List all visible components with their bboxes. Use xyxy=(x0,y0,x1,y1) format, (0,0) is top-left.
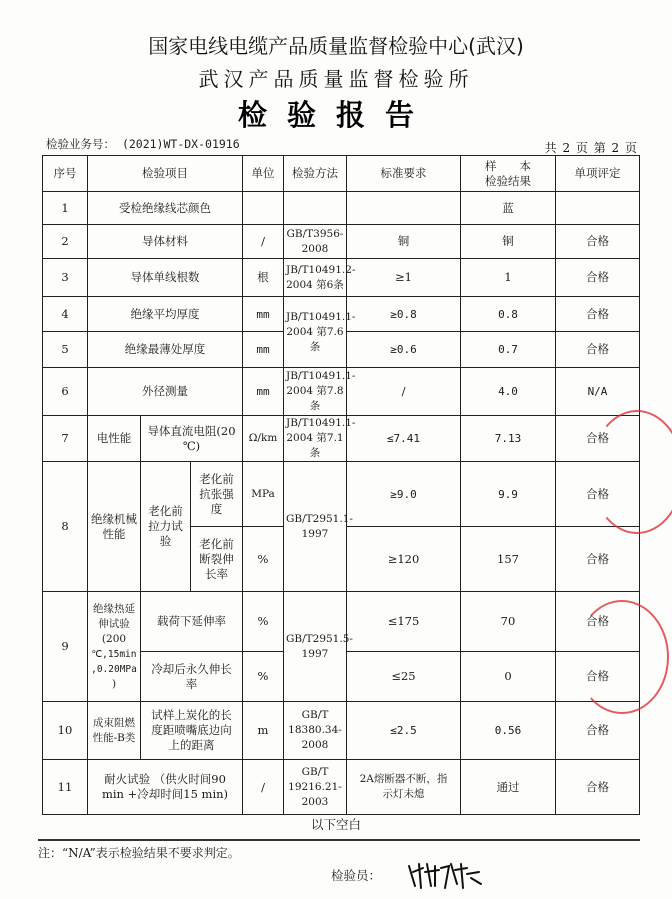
subgroup-line: 老化前 xyxy=(148,504,183,518)
method-line: 1997 xyxy=(301,527,329,540)
business-number xyxy=(46,136,240,152)
col-header-verdict: 单项评定 xyxy=(556,156,640,192)
row-result: 7.13 xyxy=(461,416,556,462)
row-requirement: ≤2.5 xyxy=(347,702,461,760)
row-item: 载荷下延伸率 xyxy=(141,592,243,652)
row-group: 电性能 xyxy=(88,416,141,462)
req-line: 示灯未熄 xyxy=(382,788,425,800)
method-line: 18380.34- xyxy=(288,724,342,736)
row-verdict: 合格 xyxy=(556,702,640,760)
row-unit: % xyxy=(243,527,284,592)
table-row xyxy=(43,297,640,332)
method-line: GB/T xyxy=(301,709,329,721)
row-result: 铜 xyxy=(461,225,556,259)
page-indicator: 共 2 页 第 2 页 xyxy=(544,141,638,155)
method-line: 2008 xyxy=(301,739,329,751)
col-header-unit: 单位 xyxy=(243,156,284,192)
row-item xyxy=(141,416,243,462)
method-line: GB/T2951.1- xyxy=(286,512,353,525)
inspector-signature xyxy=(405,858,485,890)
row-unit: mm xyxy=(243,332,284,368)
business-number-value: (2021)WT-DX-01916 xyxy=(121,137,240,151)
group-line: ) xyxy=(111,677,117,690)
row-item xyxy=(191,527,243,592)
row-requirement: ≥9.0 xyxy=(347,462,461,527)
method-line: 19216.21- xyxy=(288,780,342,793)
method-line: 2008 xyxy=(301,242,329,255)
business-number-label: 检验业务号： xyxy=(46,137,115,151)
group-line: 性能-B类 xyxy=(92,731,136,744)
group-line: 绝缘机械 xyxy=(91,511,137,526)
row-verdict: 合格 xyxy=(556,416,640,462)
req-line: 2A熔断器不断，指 xyxy=(359,773,448,785)
row-item: 绝缘平均厚度 xyxy=(88,297,243,332)
item-line: min +冷却时间15 min) xyxy=(101,787,229,801)
row-no: 8 xyxy=(43,462,88,592)
row-verdict xyxy=(556,192,640,225)
table-header xyxy=(43,156,640,192)
institution-name: 国家电线电缆产品质量监督检验中心(武汉) xyxy=(148,34,524,58)
item-line: 度 xyxy=(210,501,223,516)
item-line: 断裂伸 xyxy=(199,551,234,566)
row-verdict: 合格 xyxy=(556,225,640,259)
method-line: 1997 xyxy=(301,647,329,660)
row-result: 0 xyxy=(461,652,556,702)
blank-below-note: 以下空白 xyxy=(310,817,361,832)
method-line: GB/T3956- xyxy=(286,227,344,240)
row-unit: m xyxy=(243,702,284,760)
row-verdict: 合格 xyxy=(556,652,640,702)
row-group xyxy=(88,592,141,702)
row-method xyxy=(284,225,347,259)
row-unit: Ω/km xyxy=(243,416,284,462)
row-requirement xyxy=(347,760,461,815)
row-requirement: ≥0.8 xyxy=(347,297,461,332)
row-result: 70 xyxy=(461,592,556,652)
report-title: 检验报告 xyxy=(237,98,434,132)
table-row xyxy=(43,462,640,527)
row-no: 1 xyxy=(43,192,88,225)
item-line: 冷却后永久伸长 xyxy=(151,661,232,676)
item-line: ℃) xyxy=(182,438,201,453)
subgroup-line: 验 xyxy=(159,534,172,548)
row-unit: / xyxy=(243,760,284,815)
row-requirement: ≤175 xyxy=(347,592,461,652)
method-line: 2004 第6条 xyxy=(286,278,344,291)
row-requirement: 铜 xyxy=(347,225,461,259)
table-row xyxy=(43,368,640,416)
row-result: 4.0 xyxy=(461,368,556,416)
table-row xyxy=(43,259,640,297)
divider xyxy=(38,839,640,841)
row-method xyxy=(284,297,356,368)
method-line: JB/T10491.1- xyxy=(286,310,356,323)
row-method xyxy=(284,259,356,297)
col-header-result-line2: 检验结果 xyxy=(485,173,531,188)
col-header-requirement: 标准要求 xyxy=(347,156,461,192)
row-no: 9 xyxy=(43,592,88,702)
table-row xyxy=(43,592,640,652)
inspection-table xyxy=(42,155,640,815)
row-verdict: 合格 xyxy=(556,332,640,368)
official-seal-lower xyxy=(575,600,669,714)
col-header-result xyxy=(461,156,556,192)
table-row xyxy=(43,192,640,225)
row-group xyxy=(88,462,141,592)
col-header-result-line1: 样 本 xyxy=(485,158,531,173)
row-unit xyxy=(243,192,284,225)
col-header-item: 检验项目 xyxy=(88,156,243,192)
row-unit: % xyxy=(243,652,284,702)
group-line: 绝缘热延 xyxy=(93,602,135,615)
row-requirement: / xyxy=(347,368,461,416)
row-verdict: 合格 xyxy=(556,527,640,592)
row-no: 7 xyxy=(43,416,88,462)
row-unit: % xyxy=(243,592,284,652)
subgroup-line: 拉力试 xyxy=(148,519,183,533)
row-item: 导体单线根数 xyxy=(88,259,243,297)
row-requirement: ≥1 xyxy=(347,259,461,297)
group-line: ,0.20MPa xyxy=(91,663,137,675)
row-verdict: 合格 xyxy=(556,462,640,527)
row-verdict: 合格 xyxy=(556,259,640,297)
row-verdict: N/A xyxy=(556,368,640,416)
row-no: 5 xyxy=(43,332,88,368)
group-line: 伸试验 xyxy=(98,617,130,630)
table-row xyxy=(43,416,640,462)
row-method xyxy=(284,760,347,815)
item-line: 导体直流电阻(20 xyxy=(147,423,236,438)
group-line: 成束阻燃 xyxy=(93,716,135,729)
row-requirement: ≥120 xyxy=(347,527,461,592)
group-line: ℃,15min xyxy=(91,648,137,660)
row-no: 3 xyxy=(43,259,88,297)
row-no: 11 xyxy=(43,760,88,815)
row-unit: 根 xyxy=(243,259,284,297)
method-line: JB/T10491.1- xyxy=(286,370,356,382)
row-no: 6 xyxy=(43,368,88,416)
row-requirement: ≤25 xyxy=(347,652,461,702)
row-result: 蓝 xyxy=(461,192,556,225)
row-item xyxy=(191,462,243,527)
method-line: JB/T10491.2- xyxy=(286,263,356,276)
row-requirement: ≥0.6 xyxy=(347,332,461,368)
row-result: 通过 xyxy=(461,760,556,815)
row-item xyxy=(141,702,243,760)
row-requirement xyxy=(347,192,461,225)
method-line: 2003 xyxy=(301,795,329,808)
row-result: 0.56 xyxy=(461,702,556,760)
row-no: 2 xyxy=(43,225,88,259)
row-item xyxy=(88,760,243,815)
row-result: 0.8 xyxy=(461,297,556,332)
method-line: 2004 第7.6条 xyxy=(286,325,344,353)
row-item: 绝缘最薄处厚度 xyxy=(88,332,243,368)
inspector-label: 检验员： xyxy=(331,868,382,883)
row-item: 受检绝缘线芯颜色 xyxy=(88,192,243,225)
row-item: 导体材料 xyxy=(88,225,243,259)
item-line: 长率 xyxy=(205,566,228,581)
method-line: 2004 第7.8条 xyxy=(286,385,344,412)
row-no: 10 xyxy=(43,702,88,760)
method-line: JB/T10491.1- xyxy=(286,417,356,429)
row-result: 1 xyxy=(461,259,556,297)
row-no: 4 xyxy=(43,297,88,332)
row-result: 9.9 xyxy=(461,462,556,527)
row-unit: mm xyxy=(243,297,284,332)
item-line: 率 xyxy=(185,676,198,691)
table-row xyxy=(43,760,640,815)
item-line: 度距喷嘴底边向 xyxy=(151,723,232,737)
item-line: 耐火试验 （供火时间90 xyxy=(104,772,226,786)
item-line: 老化前 xyxy=(199,471,234,486)
row-method xyxy=(284,192,347,225)
row-method xyxy=(284,416,356,462)
col-header-no: 序号 xyxy=(43,156,88,192)
method-line: 2004 第7.1条 xyxy=(286,432,344,459)
method-line: GB/T2951.5- xyxy=(286,632,353,645)
item-line: 上的距离 xyxy=(168,738,215,752)
item-line: 抗张强 xyxy=(199,486,234,501)
row-method xyxy=(284,368,356,416)
row-subgroup xyxy=(141,462,191,592)
col-header-method: 检验方法 xyxy=(284,156,347,192)
row-verdict: 合格 xyxy=(556,760,640,815)
row-item xyxy=(141,652,243,702)
row-unit: / xyxy=(243,225,284,259)
row-verdict: 合格 xyxy=(556,592,640,652)
table-row xyxy=(43,702,640,760)
row-result: 0.7 xyxy=(461,332,556,368)
row-unit: mm xyxy=(243,368,284,416)
row-group xyxy=(88,702,141,760)
item-line: 老化前 xyxy=(199,536,234,551)
row-method xyxy=(284,462,353,592)
group-line: 性能 xyxy=(102,526,126,541)
row-unit: MPa xyxy=(243,462,284,527)
row-item: 外径测量 xyxy=(88,368,243,416)
row-requirement: ≤7.41 xyxy=(347,416,461,462)
row-verdict: 合格 xyxy=(556,297,640,332)
table-row xyxy=(43,225,640,259)
footnote: 注：“N/A”表示检验结果不要求判定。 xyxy=(38,846,240,860)
row-method xyxy=(284,702,347,760)
row-method xyxy=(284,592,353,702)
institute-subname: 武汉产品质量监督检验所 xyxy=(198,67,474,91)
item-line: 试样上炭化的长 xyxy=(151,708,232,722)
row-result: 157 xyxy=(461,527,556,592)
method-line: GB/T xyxy=(301,765,329,778)
group-line: (200 xyxy=(101,632,127,645)
